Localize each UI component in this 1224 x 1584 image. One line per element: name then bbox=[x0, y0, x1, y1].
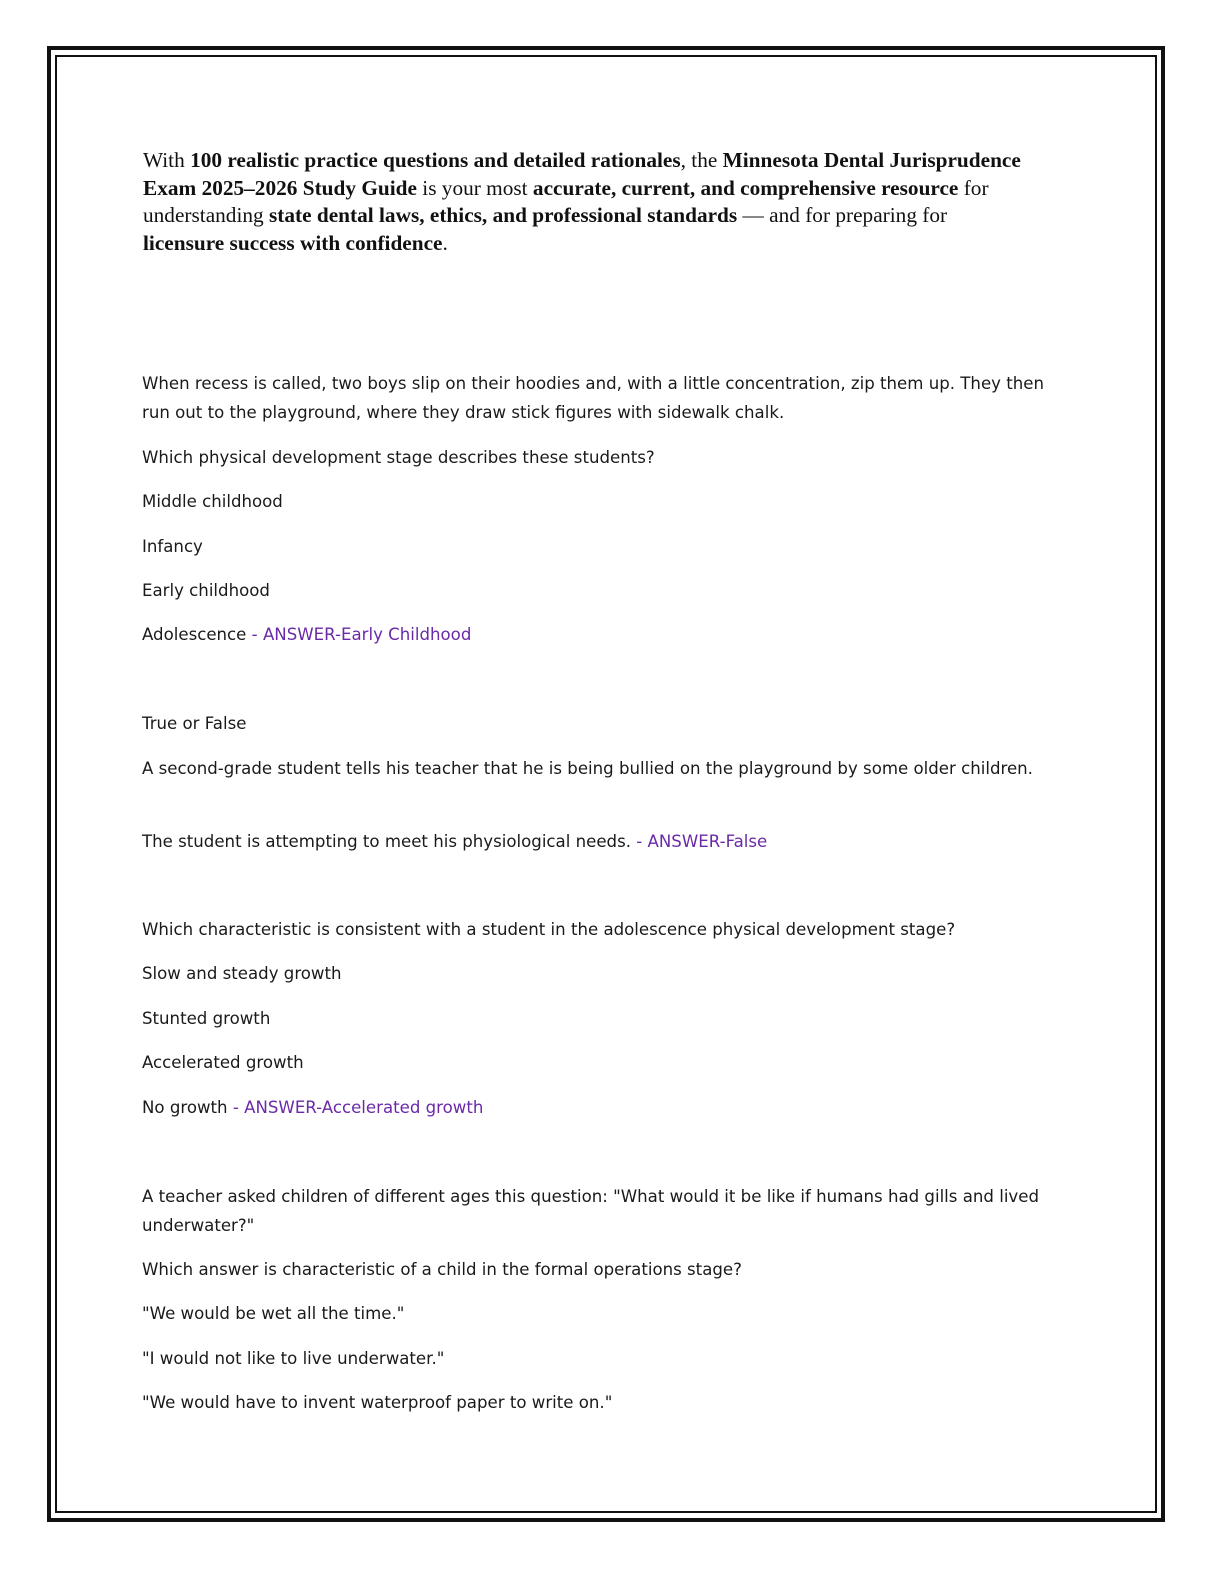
q2-answer: - ANSWER-False bbox=[631, 832, 768, 851]
q4-option: "We would have to invent waterproof paper to write on." bbox=[142, 1393, 613, 1412]
q1-option: Middle childhood bbox=[142, 492, 283, 511]
q1-question: Which physical development stage describes these students? bbox=[142, 448, 655, 467]
q2-type: True or False bbox=[142, 714, 247, 733]
q3-option: No growth bbox=[142, 1098, 228, 1117]
q4-option: "We would be wet all the time." bbox=[142, 1304, 405, 1323]
q3-last-option-line bbox=[142, 1093, 1072, 1122]
q3-option: Accelerated growth bbox=[142, 1053, 304, 1072]
q2-scenario: A second-grade student tells his teacher that he is being bullied on the playground by some older children. bbox=[142, 759, 1033, 778]
q3-option: Slow and steady growth bbox=[142, 964, 342, 983]
q1-last-option-line bbox=[142, 620, 1072, 649]
intro-text: is your most bbox=[416, 175, 533, 200]
intro-bold-text: 100 realistic practice questions and detailed rationales bbox=[190, 148, 681, 172]
q1-scenario: When recess is called, two boys slip on their hoodies and, with a little concentration, zip them up. They then run out to the playground, where they draw stick figures with sidewalk chalk. bbox=[142, 374, 1045, 422]
q1-answer: - ANSWER-Early Childhood bbox=[246, 625, 472, 644]
q3-question: Which characteristic is consistent with a student in the adolescence physical development stage? bbox=[142, 920, 956, 939]
q4-option: "I would not like to live underwater." bbox=[142, 1349, 445, 1368]
intro-bold-text: licensure success with confidence bbox=[143, 230, 443, 255]
q2-statement-line bbox=[142, 827, 1072, 856]
q1-option: Early childhood bbox=[142, 581, 270, 600]
q3-option: Stunted growth bbox=[142, 1009, 271, 1028]
intro-paragraph bbox=[143, 147, 1023, 257]
intro-bold-text: accurate, current, and comprehensive resource bbox=[532, 175, 959, 200]
intro-text: — and for preparing for bbox=[737, 203, 948, 227]
intro-text: With bbox=[143, 148, 191, 172]
q4-question: Which answer is characteristic of a child in the formal operations stage? bbox=[142, 1260, 742, 1279]
q4-scenario: A teacher asked children of different ages this question: "What would it be like if humans had gills and lived underwater?" bbox=[142, 1187, 1039, 1235]
intro-text: . bbox=[442, 230, 448, 255]
q3-answer: - ANSWER-Accelerated growth bbox=[227, 1098, 484, 1117]
q1-option: Adolescence bbox=[142, 625, 247, 644]
q2-statement: The student is attempting to meet his physiological needs. bbox=[142, 832, 631, 851]
q1-option: Infancy bbox=[142, 537, 203, 556]
intro-bold-text: Minnesota Dental Jurisprudence Exam 2025–2026 Study Guide bbox=[143, 148, 1021, 200]
intro-text: for understanding bbox=[143, 175, 989, 227]
intro-text: , the bbox=[680, 148, 723, 172]
intro-bold-text: state dental laws, ethics, and professional standards bbox=[268, 203, 738, 227]
page-border-inner bbox=[55, 55, 1157, 1513]
